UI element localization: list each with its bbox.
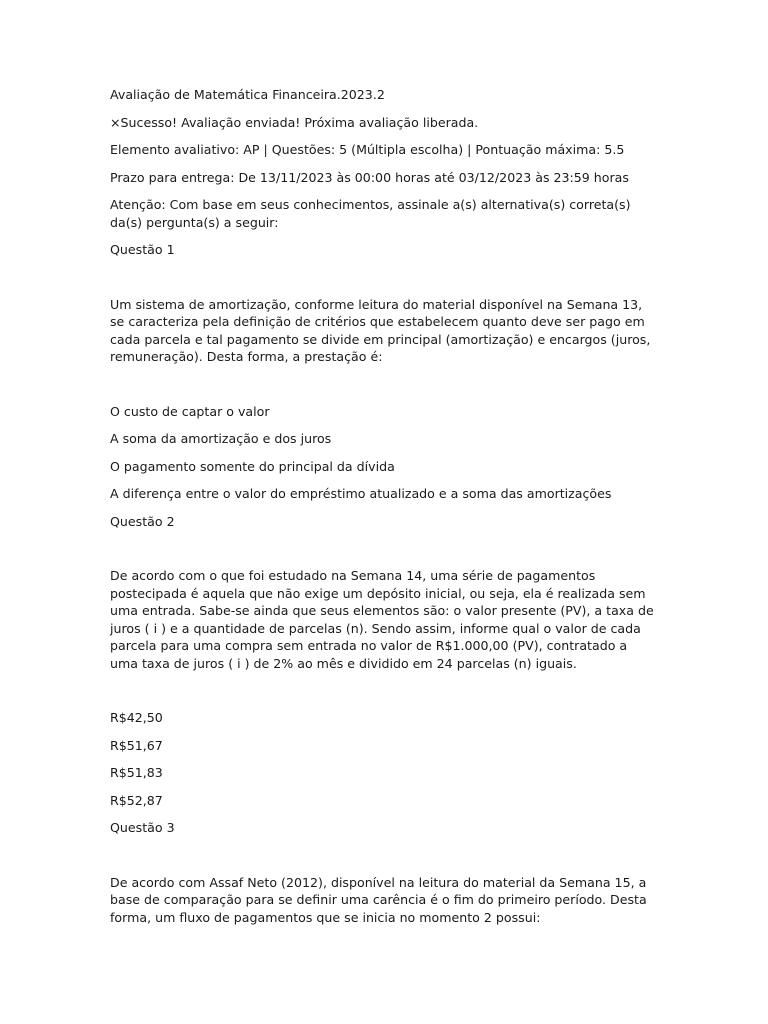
question-text: Um sistema de amortização, conforme leitura do material disponível na Semana 13, se caracteriza pela definição de critérios que estabelecem quanto deve ser pago em cada parcela e tal pagamento se divide em principal (amortização) e encargos (juros, remuneração). Desta forma, a prestação é: xyxy=(110,296,651,364)
question-text: De acordo com Assaf Neto (2012), disponível na leitura do material da Semana 15, a base de comparação para se definir uma carência é o fim do primeiro período. Desta forma, um fluxo de pagamentos que se inicia no momento 2 possui: xyxy=(110,874,647,925)
question-label: Questão 3 xyxy=(110,820,175,835)
document-page xyxy=(110,86,658,926)
attention-instructions: Atenção: Com base em seus conhecimentos, assinale a(s) alternativa(s) correta(s) da(s) pergunta(s) a seguir: xyxy=(110,197,631,230)
answer-option[interactable]: O custo de captar o valor xyxy=(110,403,270,419)
question-label: Questão 2 xyxy=(110,513,175,529)
answer-option[interactable]: A diferença entre o valor do empréstimo atualizado e a soma das amortizações xyxy=(110,486,612,501)
question-text: De acordo com o que foi estudado na Semana 14, uma série de pagamentos postecipada é aquela que não exige um depósito inicial, ou seja, ela é realizada sem uma entrada. Sabe-se ainda que seus elementos são: o valor presente (PV), a taxa de juros ( i ) e a quantidade de parcelas (n). Sendo assim, informe qual o valor de cada parcela para uma compra sem entrada no valor de R$1.000,00 (PV), contratado a uma taxa de juros ( i ) de 2% ao mês e dividido em 24 parcelas (n) iguais. xyxy=(110,568,654,671)
answer-option[interactable]: R$52,87 xyxy=(110,792,163,808)
deadline-info: Prazo para entrega: De 13/11/2023 às 00:00 horas até 03/12/2023 às 23:59 horas xyxy=(110,169,629,185)
answer-option[interactable]: A soma da amortização e dos juros xyxy=(110,431,332,446)
document-title: Avaliação de Matemática Financeira.2023.2 xyxy=(110,87,385,102)
success-message: ×Sucesso! Avaliação enviada! Próxima avaliação liberada. xyxy=(110,114,479,130)
answer-option[interactable]: R$51,83 xyxy=(110,765,163,780)
question-label: Questão 1 xyxy=(110,242,175,257)
answer-option[interactable]: R$42,50 xyxy=(110,710,163,725)
answer-option[interactable]: O pagamento somente do principal da dívida xyxy=(110,458,395,474)
assessment-info: Elemento avaliativo: AP | Questões: 5 (Múltipla escolha) | Pontuação máxima: 5.5 xyxy=(110,142,625,157)
answer-option[interactable]: R$51,67 xyxy=(110,737,163,753)
